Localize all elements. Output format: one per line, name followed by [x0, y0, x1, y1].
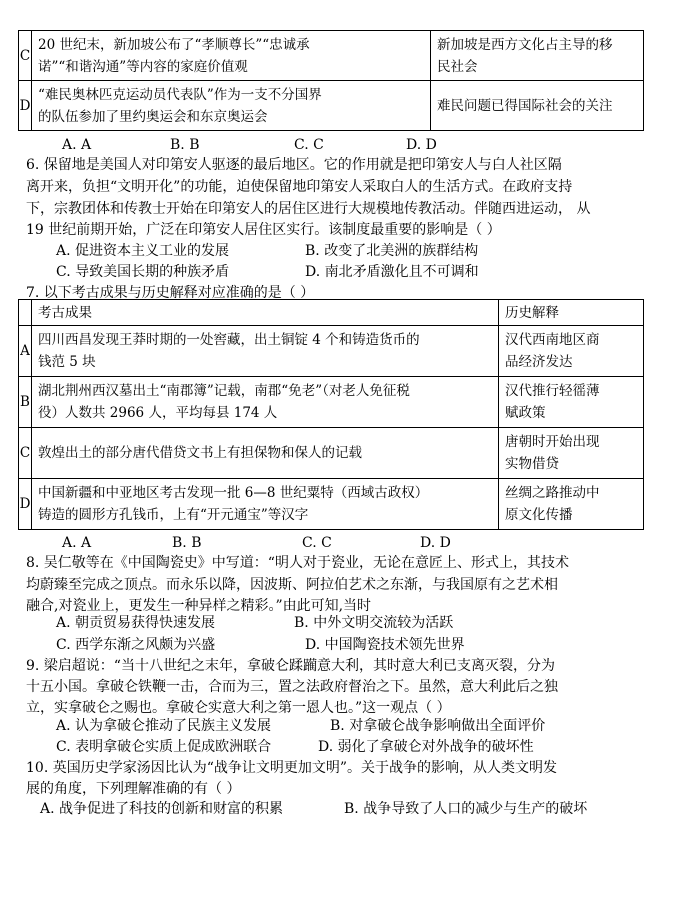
q6-option-c[interactable]: C. 导致美国长期的种族矛盾 — [56, 264, 230, 280]
cell-text: 赋政策 — [505, 405, 546, 421]
table-row — [19, 81, 644, 131]
cell-text: 的队伍参加了里约奥运会和东京奥运会 — [38, 108, 268, 125]
answer-option-b[interactable]: B. B — [170, 137, 200, 153]
q10-option-b[interactable]: B. 战争导致了人口的减少与生产的破坏 — [344, 801, 588, 817]
cell-text: 湖北荆州西汉墓出土“南郡簿”记载，南郡“免老”（对老人免征税 — [38, 383, 410, 399]
row-conclusion — [431, 31, 644, 81]
cell-text: 丝绸之路推动中 — [505, 485, 600, 501]
table-row — [19, 428, 644, 479]
q9-stem-line: 十五小国。拿破仑铁鞭一击，合而为三，置之法政府督治之下。虽然，意大利此后之独 — [26, 679, 558, 695]
row-label: B — [19, 377, 32, 428]
q10-stem-line: 展的角度，下列理解准确的有（ ） — [26, 781, 241, 797]
q8-option-a[interactable]: A. 朝贡贸易获得快速发展 — [56, 615, 216, 631]
row-label: D — [19, 479, 32, 530]
q8-option-b[interactable]: B. 中外文明交流较为活跃 — [294, 615, 454, 631]
q6-stem-line: 离开来，负担“文明开化”的功能，迫使保留地印第安人采取白人的生活方式。在政府支持 — [26, 179, 573, 195]
table-row — [19, 31, 644, 81]
cell-text: 汉代西南地区商 — [505, 332, 600, 348]
cell-text: 品经济发达 — [505, 354, 573, 370]
q6-option-b[interactable]: B. 改变了北美洲的族群结构 — [305, 243, 479, 259]
q6-option-a[interactable]: A. 促进资本主义工业的发展 — [56, 243, 230, 259]
q7-answer-options — [62, 532, 451, 554]
q5-answer-options — [62, 134, 437, 156]
row-description — [32, 31, 431, 81]
row-conclusion — [499, 428, 644, 479]
cell-text: 新加坡是西方文化占主导的移 — [437, 36, 613, 53]
table-row — [19, 326, 644, 377]
row-label: C — [19, 31, 32, 81]
q9-option-b[interactable]: B. 对拿破仑战争影响做出全面评价 — [330, 718, 546, 734]
row-description — [32, 479, 499, 530]
q9-stem-line: 立，实拿破仑之赐也。拿破仑实意大利之第一恩人也。”这一观点（ ） — [26, 700, 451, 716]
q10-option-a[interactable]: A. 战争促进了科技的创新和财富的积累 — [40, 801, 284, 817]
row-description — [32, 326, 499, 377]
row-conclusion — [499, 326, 644, 377]
answer-option-d[interactable]: D. D — [406, 137, 437, 153]
q9-option-a[interactable]: A. 认为拿破仑推动了民族主义发展 — [56, 718, 272, 734]
cell-text: 四川西昌发现王莽时期的一处窖藏，出土铜锭 4 个和铸造货币的 — [38, 332, 420, 348]
cell-text: 唐朝时开始出现 — [505, 434, 600, 450]
q8-option-d[interactable]: D. 中国陶瓷技术领先世界 — [305, 637, 465, 653]
q6-stem-line: 6. 保留地是美国人对印第安人驱逐的最后地区。它的作用就是把印第安人与白人社区隔 — [26, 157, 562, 173]
cell-text: 难民问题已得国际社会的关注 — [437, 97, 613, 114]
q6-stem-line: 19 世纪前期开始，广泛在印第安人居住区实行。该制度最重要的影响是（ ） — [26, 222, 501, 238]
answer-option-c[interactable]: C. C — [294, 137, 324, 153]
q8-stem-line: 8. 吴仁敬等在《中国陶瓷史》中写道：“明人对于瓷业，无论在意匠上、形式上，其技术 — [26, 555, 569, 571]
header-right: 历史解释 — [499, 300, 644, 326]
answer-option-b[interactable]: B. B — [172, 535, 202, 551]
cell-text: 中国新疆和中亚地区考古发现一批 6—8 世纪粟特（西域古政权） — [38, 485, 429, 501]
row-description — [32, 428, 499, 479]
answer-option-d[interactable]: D. D — [420, 535, 451, 551]
header-label-cell — [19, 300, 32, 326]
row-conclusion — [499, 479, 644, 530]
cell-text: 敦煌出土的部分唐代借贷文书上有担保物和保人的记载 — [38, 445, 362, 461]
q7-options-table — [18, 299, 644, 530]
q7-stem: 7. 以下考古成果与历史解释对应准确的是（ ） — [26, 285, 315, 301]
cell-text: 实物借贷 — [505, 456, 559, 472]
table-row — [19, 377, 644, 428]
cell-text: 役）人数共 2966 人，平均每县 174 人 — [38, 405, 278, 421]
cell-text: 民社会 — [437, 58, 478, 75]
row-conclusion — [431, 81, 644, 131]
row-description — [32, 81, 431, 131]
q8-option-c[interactable]: C. 西学东渐之风颇为兴盛 — [56, 637, 216, 653]
q9-stem-line: 9. 梁启超说：“当十八世纪之末年，拿破仑蹂躏意大利，其时意大利已支离灭裂，分为 — [26, 658, 555, 674]
cell-text: 汉代推行轻徭薄 — [505, 383, 600, 399]
q10-stem-line: 10. 英国历史学家汤因比认为“战争让文明更加文明”。关于战争的影响，从人类文明发 — [26, 760, 558, 776]
row-description — [32, 377, 499, 428]
answer-option-a[interactable]: A. A — [62, 535, 92, 551]
cell-text: 铸造的圆形方孔钱币，上有“开元通宝”等汉字 — [38, 507, 309, 523]
cell-text: 钱范 5 块 — [38, 354, 96, 370]
row-label: C — [19, 428, 32, 479]
q9-option-c[interactable]: C. 表明拿破仑实质上促成欧洲联合 — [56, 739, 272, 755]
q9-option-d[interactable]: D. 弱化了拿破仑对外战争的破坏性 — [318, 739, 534, 755]
q6-stem-line: 下，宗教团体和传教士开始在印第安人的居住区进行大规模地传教活动。伴随西进运动， 从 — [26, 201, 591, 217]
answer-option-a[interactable]: A. A — [62, 137, 92, 153]
cell-text: 20 世纪末，新加坡公布了“孝顺尊长”“忠诚承 — [38, 36, 310, 53]
answer-option-c[interactable]: C. C — [302, 535, 332, 551]
header-left: 考古成果 — [32, 300, 499, 326]
q5-options-table — [18, 30, 644, 131]
row-label: D — [19, 81, 32, 131]
table-row — [19, 479, 644, 530]
row-conclusion — [499, 377, 644, 428]
table-header-row — [19, 300, 644, 326]
q8-stem-line: 均蔚臻至完成之顶点。而永乐以降，因波斯、阿拉伯艺术之东渐，与我国原有之艺术相 — [26, 577, 558, 593]
cell-text: 诺”“和谐沟通”等内容的家庭价值观 — [38, 58, 248, 75]
row-label: A — [19, 326, 32, 377]
q6-option-d[interactable]: D. 南北矛盾激化且不可调和 — [305, 264, 479, 280]
cell-text: “难民奥林匹克运动员代表队”作为一支不分国界 — [38, 86, 322, 103]
cell-text: 原文化传播 — [505, 507, 573, 523]
q8-stem-line: 融合,对瓷业上，更发生一种异样之精彩。”由此可知,当时 — [26, 598, 372, 614]
